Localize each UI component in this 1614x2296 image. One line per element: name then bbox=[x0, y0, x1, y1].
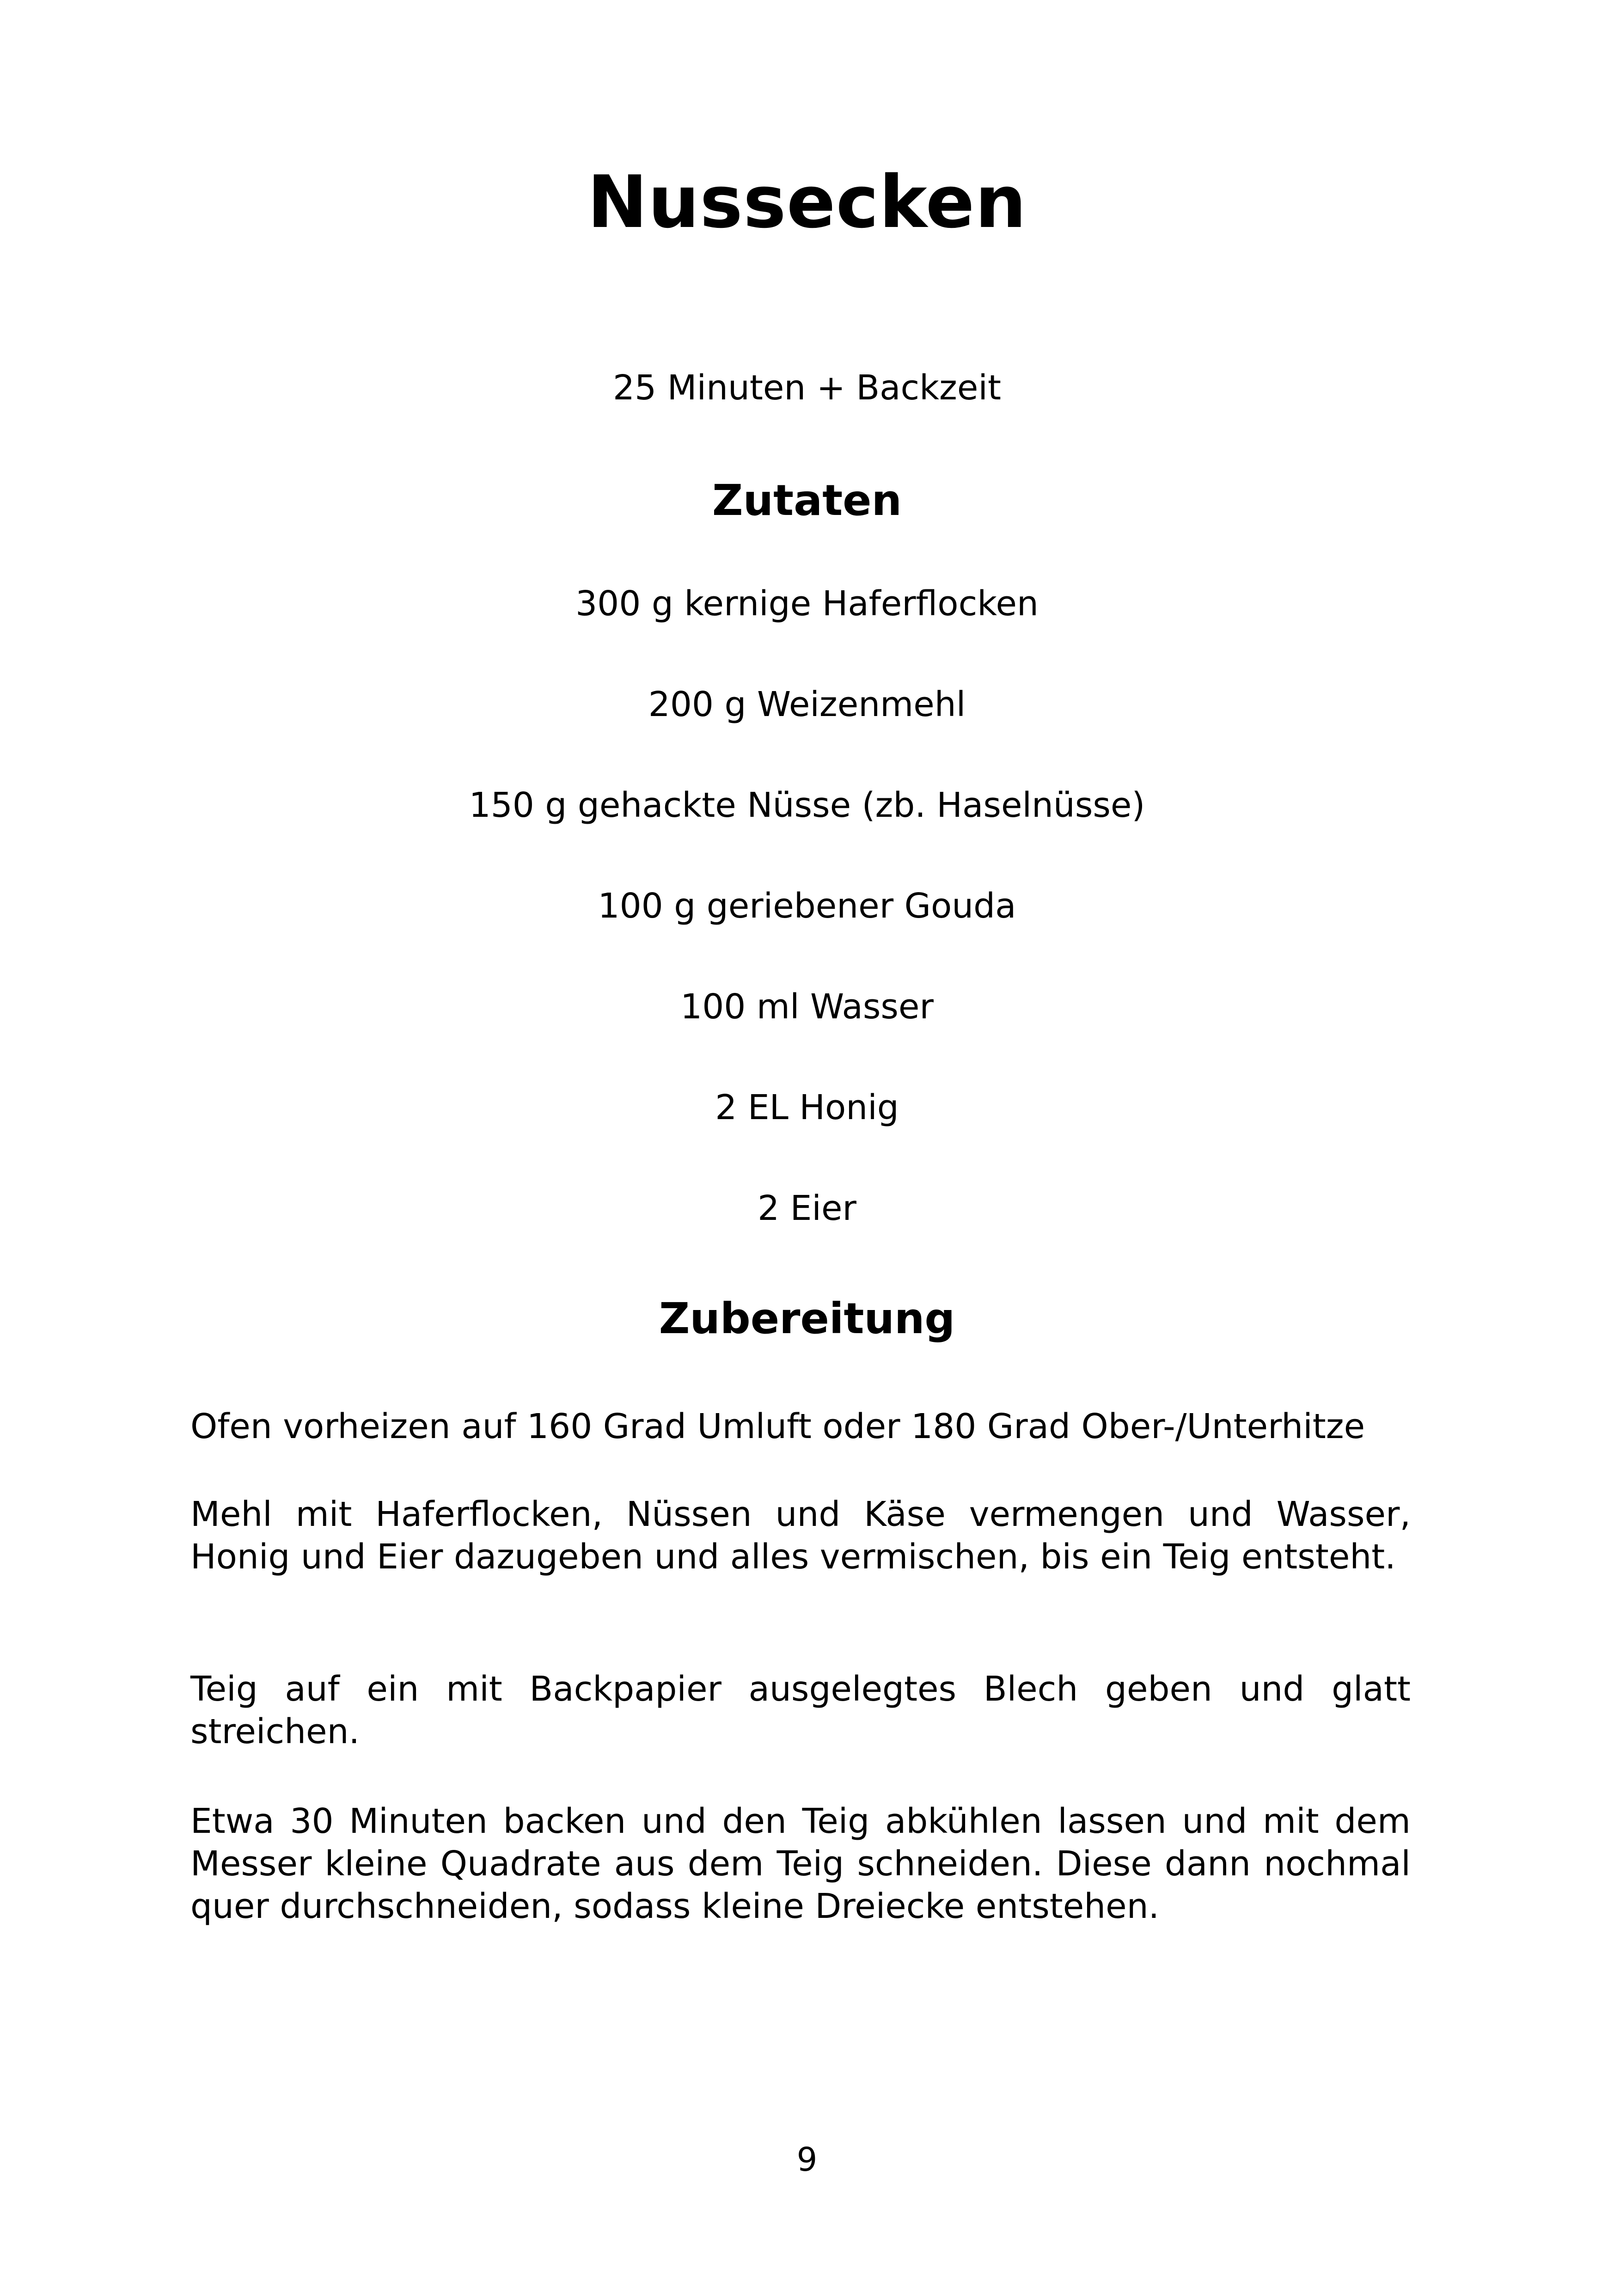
prep-time: 25 Minuten + Backzeit bbox=[613, 368, 1001, 408]
recipe-title: Nussecken bbox=[587, 160, 1027, 244]
ingredient-item: 200 g Weizenmehl bbox=[648, 685, 966, 724]
ingredient-item: 300 g kernige Haferflocken bbox=[575, 584, 1039, 624]
ingredient-item: 100 ml Wasser bbox=[680, 987, 934, 1027]
preparation-heading: Zubereitung bbox=[659, 1294, 955, 1343]
preparation-step: Ofen vorheizen auf 160 Grad Umluft oder 180 Grad Ober-/Unterhitze bbox=[190, 1407, 1365, 1446]
ingredients-heading: Zutaten bbox=[712, 476, 902, 525]
ingredient-item: 100 g geriebener Gouda bbox=[598, 886, 1016, 926]
preparation-step: Mehl mit Haferflocken, Nüssen und Käse vermengen und Wasser, Honig und Eier dazugeben und alles vermischen, bis ein Teig entsteht. bbox=[190, 1494, 1411, 1577]
page-number: 9 bbox=[796, 2141, 818, 2179]
ingredient-item: 2 EL Honig bbox=[715, 1088, 899, 1127]
ingredient-item: 150 g gehackte Nüsse (zb. Haselnüsse) bbox=[469, 785, 1145, 825]
preparation-step: Etwa 30 Minuten backen und den Teig abkühlen lassen und mit dem Messer kleine Quadrate aus dem Teig schneiden. Diese dann nochmal quer durchschneiden, sodass kleine Dreiecke entstehen. bbox=[190, 1801, 1411, 1926]
ingredient-item: 2 Eier bbox=[758, 1188, 856, 1228]
preparation-step: Teig auf ein mit Backpapier ausgelegtes Blech geben und glatt streichen. bbox=[190, 1669, 1411, 1751]
